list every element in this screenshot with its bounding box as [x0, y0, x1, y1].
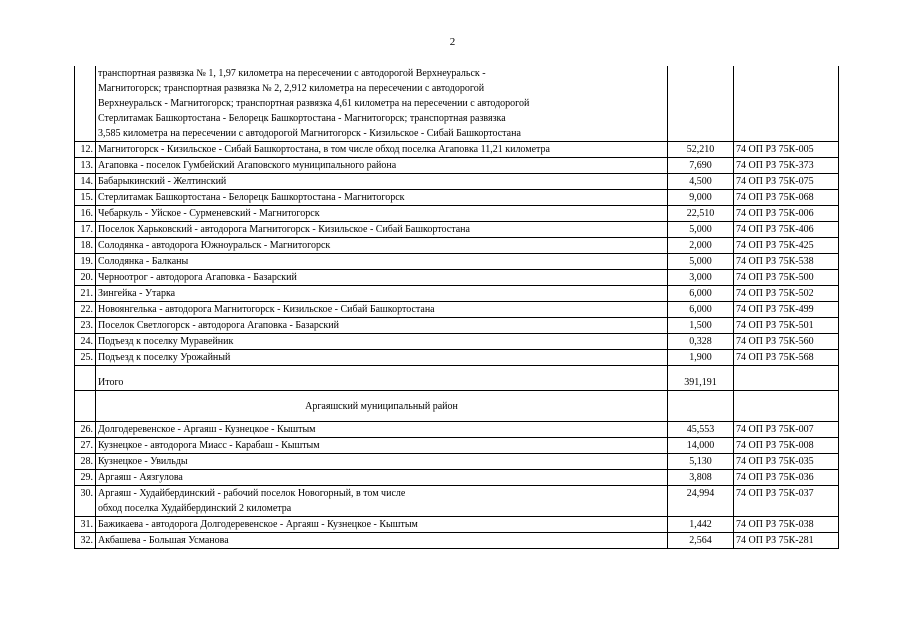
- road-length: 5,130: [668, 454, 734, 470]
- table-row: [75, 222, 839, 238]
- row-number: 16.: [75, 206, 96, 222]
- table-row: [75, 190, 839, 206]
- road-length: 4,500: [668, 174, 734, 190]
- road-code: 74 ОП РЗ 75К-373: [734, 158, 839, 174]
- road-name: транспортная развязка № 1, 1,97 километра на пересечении с автодорогой Верхнеуральск -: [96, 66, 668, 81]
- road-name: Бабарыкинский - Желтинский: [96, 174, 668, 190]
- road-name: Аргаяш - Аязгулова: [96, 470, 668, 486]
- road-code: 74 ОП РЗ 75К-075: [734, 174, 839, 190]
- road-name-line-1: Аргаяш - Худайбердинский - рабочий поселок Новогорный, в том числе: [98, 488, 406, 499]
- road-code: 74 ОП РЗ 75К-406: [734, 222, 839, 238]
- row-number: 27.: [75, 438, 96, 454]
- table-row: [75, 517, 839, 533]
- road-name: Магнитогорск; транспортная развязка № 2, 2,912 километра на пересечении с автодорогой: [96, 81, 668, 96]
- road-length: 3,000: [668, 270, 734, 286]
- road-length: 1,500: [668, 318, 734, 334]
- road-name: Подъезд к поселку Урожайный: [96, 350, 668, 366]
- road-length: 5,000: [668, 254, 734, 270]
- row-number: 31.: [75, 517, 96, 533]
- road-length: 0,328: [668, 334, 734, 350]
- table-row: [75, 350, 839, 366]
- road-code: 74 ОП РЗ 75К-538: [734, 254, 839, 270]
- table-row: [75, 126, 839, 142]
- road-name: 3,585 километра на пересечении с автодорогой Магнитогорск - Кизильское - Сибай Башкортостана: [96, 126, 668, 142]
- road-length: 14,000: [668, 438, 734, 454]
- road-code: 74 ОП РЗ 75К-005: [734, 142, 839, 158]
- section-title: Аргаяшский муниципальный район: [96, 391, 668, 422]
- row-number: 14.: [75, 174, 96, 190]
- road-name: Долгодеревенское - Аргаяш - Кузнецкое - Кыштым: [96, 422, 668, 438]
- road-name: Стерлитамак Башкортостана - Белорецк Башкортостана - Магнитогорск: [96, 190, 668, 206]
- road-code: 74 ОП РЗ 75К-068: [734, 190, 839, 206]
- table-row: [75, 454, 839, 470]
- road-code: 74 ОП РЗ 75К-425: [734, 238, 839, 254]
- section-header-row: [75, 391, 839, 422]
- road-code: 74 ОП РЗ 75К-499: [734, 302, 839, 318]
- road-length: 24,994: [668, 486, 734, 517]
- road-name: Чебаркуль - Уйское - Сурменевский - Магнитогорск: [96, 206, 668, 222]
- road-code: 74 ОП РЗ 75К-568: [734, 350, 839, 366]
- road-length: 22,510: [668, 206, 734, 222]
- road-name: [96, 486, 668, 517]
- road-length: 2,564: [668, 533, 734, 549]
- road-code: 74 ОП РЗ 75К-038: [734, 517, 839, 533]
- row-number: 29.: [75, 470, 96, 486]
- table-row: [75, 96, 839, 111]
- row-number: 19.: [75, 254, 96, 270]
- road-name: Стерлитамак Башкортостана - Белорецк Башкортостана - Магнитогорск; транспортная развязка: [96, 111, 668, 126]
- road-length: 2,000: [668, 238, 734, 254]
- row-number: 32.: [75, 533, 96, 549]
- row-number: 21.: [75, 286, 96, 302]
- road-length: 6,000: [668, 286, 734, 302]
- table-row: [75, 486, 839, 517]
- road-length: 3,808: [668, 470, 734, 486]
- table-row: [75, 302, 839, 318]
- road-name: Новоянгелька - автодорога Магнитогорск - Кизильское - Сибай Башкортостана: [96, 302, 668, 318]
- road-name: Поселок Светлогорск - автодорога Агаповка - Базарский: [96, 318, 668, 334]
- table-row: [75, 111, 839, 126]
- road-name: Подъезд к поселку Муравейник: [96, 334, 668, 350]
- table-row: [75, 254, 839, 270]
- road-length: 1,442: [668, 517, 734, 533]
- road-length: 1,900: [668, 350, 734, 366]
- road-length: 45,553: [668, 422, 734, 438]
- total-value: 391,191: [668, 366, 734, 391]
- table-row: [75, 238, 839, 254]
- row-number: 22.: [75, 302, 96, 318]
- road-name: Агаповка - поселок Гумбейский Агаповского муниципального района: [96, 158, 668, 174]
- table-row: [75, 174, 839, 190]
- road-name: Кузнецкое - автодорога Миасс - Карабаш - Кыштым: [96, 438, 668, 454]
- row-number: 20.: [75, 270, 96, 286]
- table-row: [75, 533, 839, 549]
- road-code: 74 ОП РЗ 75К-035: [734, 454, 839, 470]
- total-label: Итого: [96, 366, 668, 391]
- total-row: [75, 366, 839, 391]
- table-row: [75, 142, 839, 158]
- road-name: Бажикаева - автодорога Долгодеревенское - Аргаяш - Кузнецкое - Кыштым: [96, 517, 668, 533]
- table-row: [75, 286, 839, 302]
- row-number: 12.: [75, 142, 96, 158]
- road-code: 74 ОП РЗ 75К-037: [734, 486, 839, 517]
- road-name-line-2: обход поселка Худайбердинский 2 километра: [98, 503, 292, 514]
- row-number: 18.: [75, 238, 96, 254]
- road-length: 5,000: [668, 222, 734, 238]
- roads-table: [74, 66, 839, 549]
- road-code: 74 ОП РЗ 75К-008: [734, 438, 839, 454]
- road-length: 9,000: [668, 190, 734, 206]
- row-number: 24.: [75, 334, 96, 350]
- road-name: Верхнеуральск - Магнитогорск; транспортная развязка 4,61 километра на пересечении с автодорогой: [96, 96, 668, 111]
- table-row: [75, 270, 839, 286]
- table-row: [75, 66, 839, 81]
- road-code: 74 ОП РЗ 75К-036: [734, 470, 839, 486]
- road-name: Солодянка - автодорога Южноуральск - Магнитогорск: [96, 238, 668, 254]
- road-name: Поселок Харьковский - автодорога Магнитогорск - Кизильское - Сибай Башкортостана: [96, 222, 668, 238]
- table-row: [75, 158, 839, 174]
- road-length: 6,000: [668, 302, 734, 318]
- table-row: [75, 334, 839, 350]
- road-code: 74 ОП РЗ 75К-006: [734, 206, 839, 222]
- road-name: Черноотрог - автодорога Агаповка - Базарский: [96, 270, 668, 286]
- table-row: [75, 470, 839, 486]
- row-number: 26.: [75, 422, 96, 438]
- road-name: Магнитогорск - Кизильское - Сибай Башкортостана, в том числе обход поселка Агаповка 11,21 километра: [96, 142, 668, 158]
- road-code: 74 ОП РЗ 75К-281: [734, 533, 839, 549]
- road-code: 74 ОП РЗ 75К-501: [734, 318, 839, 334]
- road-code: 74 ОП РЗ 75К-502: [734, 286, 839, 302]
- row-number: 13.: [75, 158, 96, 174]
- table-row: [75, 438, 839, 454]
- table-row: [75, 318, 839, 334]
- road-name: Кузнецкое - Увильды: [96, 454, 668, 470]
- page-number: 2: [449, 36, 456, 48]
- road-length: 7,690: [668, 158, 734, 174]
- row-number: 17.: [75, 222, 96, 238]
- road-name: Акбашева - Большая Усманова: [96, 533, 668, 549]
- road-code: 74 ОП РЗ 75К-007: [734, 422, 839, 438]
- row-number: 30.: [75, 486, 96, 517]
- table-row: [75, 422, 839, 438]
- table-row: [75, 206, 839, 222]
- row-number: 15.: [75, 190, 96, 206]
- row-number: 23.: [75, 318, 96, 334]
- road-length: 52,210: [668, 142, 734, 158]
- road-name: Солодянка - Балканы: [96, 254, 668, 270]
- table-row: [75, 81, 839, 96]
- road-code: 74 ОП РЗ 75К-500: [734, 270, 839, 286]
- road-name: Зингейка - Утарка: [96, 286, 668, 302]
- row-number: 28.: [75, 454, 96, 470]
- row-number: 25.: [75, 350, 96, 366]
- road-code: 74 ОП РЗ 75К-560: [734, 334, 839, 350]
